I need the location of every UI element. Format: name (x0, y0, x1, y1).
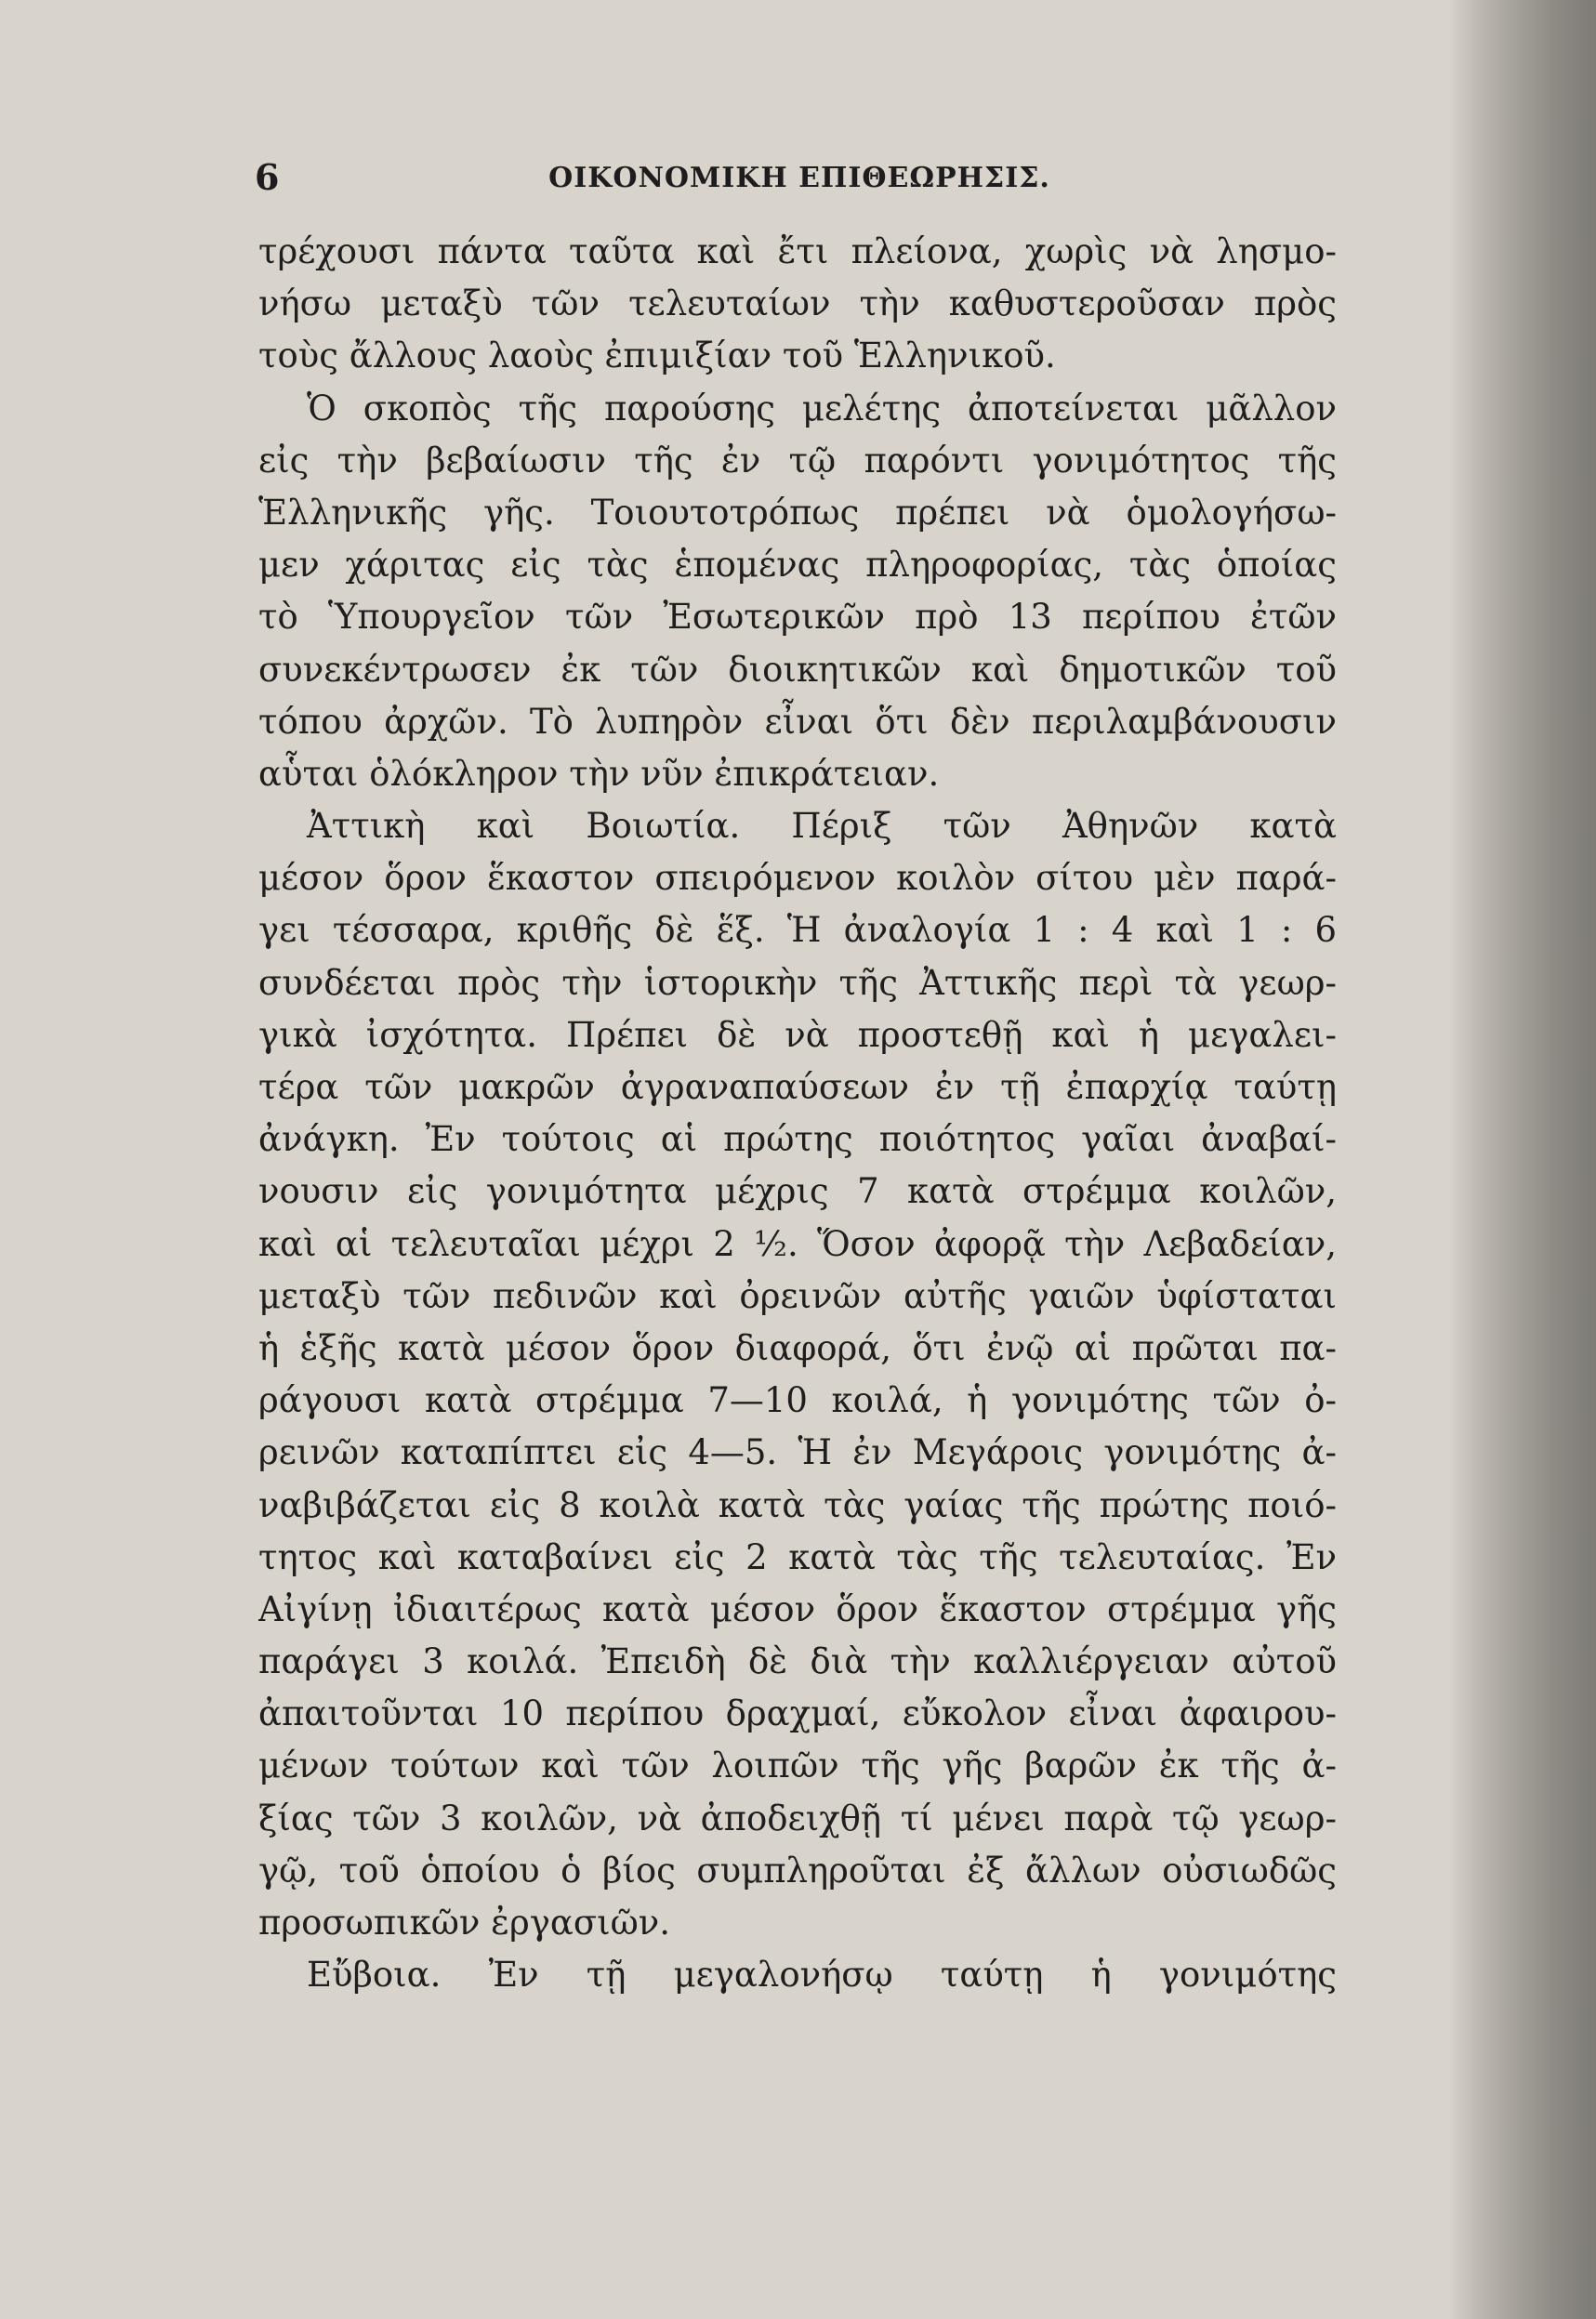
text-line: τόπου ἀρχῶν. Τὸ λυπηρὸν εἶναι ὅτι δὲν περιλαμβάνουσιν (258, 701, 1337, 742)
text-line: τητος καὶ καταβαίνει εἰς 2 κατὰ τὰς τῆς τελευταίας. Ἐν (258, 1536, 1337, 1577)
text-line: εἰς τὴν βεβαίωσιν τῆς ἐν τῷ παρόντι γονιμότητος τῆς (258, 440, 1337, 481)
page-header (251, 156, 1348, 201)
text-line: συνεκέντρωσεν ἐκ τῶν διοικητικῶν καὶ δημοτικῶν τοῦ (258, 649, 1337, 690)
text-line: τὸ Ὑπουργεῖον τῶν Ἐσωτερικῶν πρὸ 13 περίπου ἐτῶν (258, 597, 1337, 638)
text-line: ράγουσι κατὰ στρέμμα 7—10 κοιλά, ἡ γονιμότης τῶν ὀ- (258, 1380, 1337, 1421)
text-line: ξίας τῶν 3 κοιλῶν, νὰ ἀποδειχθῇ τί μένει παρὰ τῷ γεωρ- (258, 1798, 1337, 1838)
text-line: μέσον ὅρον ἕκαστον σπειρόμενον κοιλὸν σίτου μὲν παρά- (258, 858, 1337, 899)
text-line: τέρα τῶν μακρῶν ἀγραναπαύσεων ἐν τῇ ἐπαρχίᾳ ταύτῃ (258, 1067, 1337, 1107)
text-line: ἀνάγκη. Ἐν τούτοις αἱ πρώτης ποιότητος γαῖαι ἀναβαί- (258, 1119, 1337, 1160)
text-line: Ἑλληνικῆς γῆς. Τοιουτοτρόπως πρέπει νὰ ὁμολογήσω- (258, 492, 1337, 533)
running-title: ΟΙΚΟΝΟΜΙΚΗ ΕΠΙΘΕΩΡΗΣΙΣ. (548, 162, 1050, 194)
section-heading-euboea: Εὔβοια. Ἐν τῇ μεγαλονήσῳ ταύτῃ ἡ γονιμότης (307, 1955, 1337, 1996)
text-line: νουσιν εἰς γονιμότητα μέχρις 7 κατὰ στρέμμα κοιλῶν, (258, 1171, 1337, 1212)
text-line: συνδέεται πρὸς τὴν ἱστορικὴν τῆς Ἀττικῆς περὶ τὰ γεωρ- (258, 962, 1337, 1003)
page-gutter-shadow (1450, 0, 1596, 2319)
text-line: καὶ αἱ τελευταῖαι μέχρι 2 ½. Ὅσον ἀφορᾷ τὴν Λεβαδείαν, (258, 1223, 1337, 1264)
text-line: γῷ, τοῦ ὁποίου ὁ βίος συμπληροῦται ἐξ ἄλλων οὐσιωδῶς (258, 1850, 1337, 1891)
text-line: νήσω μεταξὺ τῶν τελευταίων τὴν καθυστεροῦσαν πρὸς (258, 283, 1337, 324)
text-line: ἡ ἑξῆς κατὰ μέσον ὅρον διαφορά, ὅτι ἐνῷ αἱ πρῶται πα- (258, 1327, 1337, 1368)
text-line: τοὺς ἄλλους λαοὺς ἐπιμιξίαν τοῦ Ἑλληνικοῦ. (258, 336, 1056, 376)
text-line: αὗται ὁλόκληρον τὴν νῦν ἐπικράτειαν. (258, 753, 940, 794)
text-line: προσωπικῶν ἐργασιῶν. (258, 1903, 671, 1943)
text-line: ναβιβάζεται εἰς 8 κοιλὰ κατὰ τὰς γαίας τῆς πρώτης ποιό- (258, 1484, 1337, 1525)
body-text (258, 226, 1337, 2001)
text-line: Αἰγίνῃ ἰδιαιτέρως κατὰ μέσον ὅρον ἕκαστον στρέμμα γῆς (258, 1588, 1337, 1629)
text-line: μεταξὺ τῶν πεδινῶν καὶ ὀρεινῶν αὐτῆς γαιῶν ὑφίσταται (258, 1275, 1337, 1316)
text-line: μένων τούτων καὶ τῶν λοιπῶν τῆς γῆς βαρῶν ἐκ τῆς ἀ- (258, 1746, 1337, 1786)
text-line: ρεινῶν καταπίπτει εἰς 4—5. Ἡ ἐν Μεγάροις γονιμότης ἀ- (258, 1432, 1337, 1473)
text-line: Ὁ σκοπὸς τῆς παρούσης μελέτης ἀποτείνεται μᾶλλον (307, 388, 1337, 428)
text-line: γει τέσσαρα, κριθῆς δὲ ἕξ. Ἡ ἀναλογία 1 : 4 καὶ 1 : 6 (258, 910, 1337, 951)
page-number: 6 (255, 156, 280, 198)
text-line: γικὰ ἰσχότητα. Πρέπει δὲ νὰ προστεθῇ καὶ ἡ μεγαλει- (258, 1014, 1337, 1055)
text-line: μεν χάριτας εἰς τὰς ἑπομένας πληροφορίας, τὰς ὁποίας (258, 545, 1337, 586)
text-line: παράγει 3 κοιλά. Ἐπειδὴ δὲ διὰ τὴν καλλιέργειαν αὐτοῦ (258, 1641, 1337, 1682)
text-line: τρέχουσι πάντα ταῦτα καὶ ἔτι πλείονα, χωρὶς νὰ λησμο- (258, 231, 1337, 271)
section-heading-attica: Ἀττικὴ καὶ Βοιωτία. Πέριξ τῶν Ἀθηνῶν κατὰ (307, 806, 1337, 847)
text-line: ἀπαιτοῦνται 10 περίπου δραχμαί, εὔκολον εἶναι ἀφαιρου- (258, 1693, 1337, 1734)
